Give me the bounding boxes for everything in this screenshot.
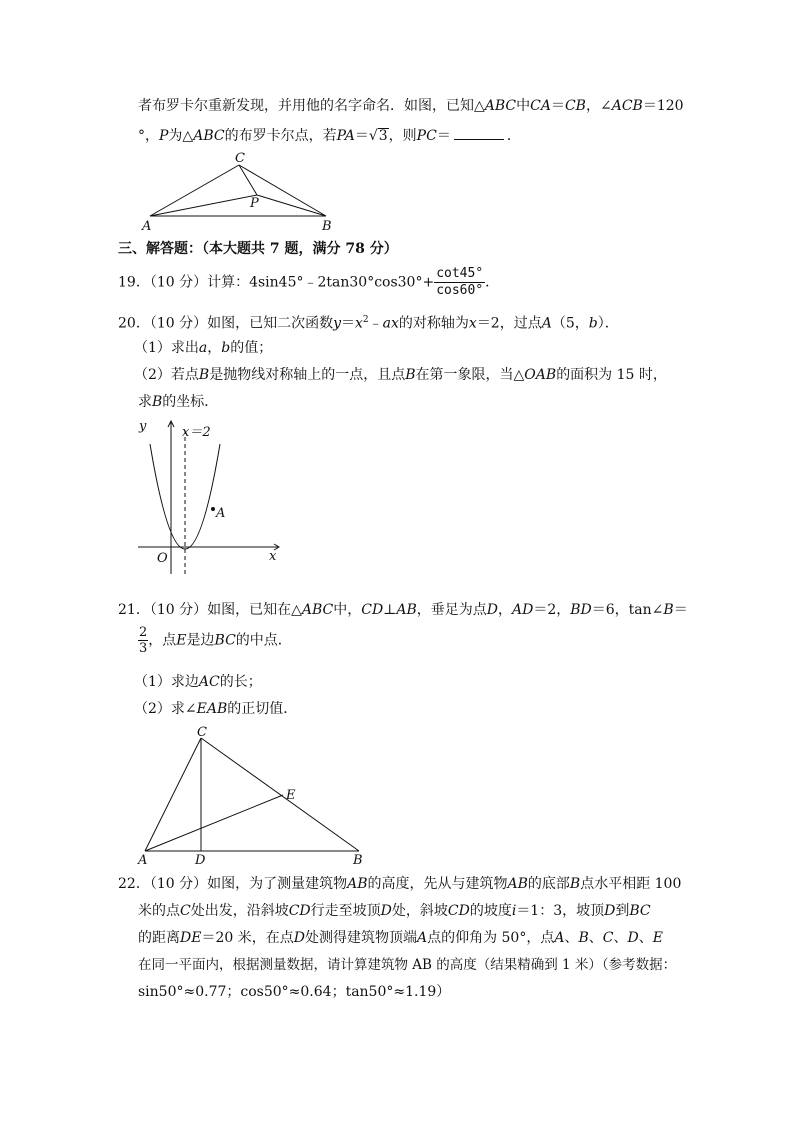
text: 19．（10 分）计算：4sin45°﹣2tan30°cos30°+	[118, 274, 435, 291]
q20-figure	[130, 414, 290, 579]
text: B	[569, 876, 581, 892]
text: 的面积为 15 时，	[556, 367, 667, 383]
text: 、	[588, 930, 603, 946]
text: E	[176, 632, 187, 649]
q19	[118, 266, 499, 306]
text: 处出发，沿斜坡	[190, 903, 289, 919]
text: b	[588, 315, 598, 332]
text: D	[486, 602, 498, 618]
text: ＝	[341, 315, 356, 332]
fraction-numerator: cot45°	[436, 266, 484, 281]
text: 者布罗卡尔重新发现，并用他的名字命名．如图，已知△	[138, 98, 485, 114]
label-x: x	[269, 549, 277, 564]
text: B	[578, 930, 589, 946]
text: AB	[347, 876, 368, 892]
text: ACB	[611, 98, 643, 114]
text: ＝2，	[533, 602, 571, 618]
label-a: A	[138, 853, 148, 867]
text: ＝20 米，在点	[201, 930, 294, 946]
text: CA	[530, 98, 551, 114]
label-c: C	[197, 725, 207, 740]
segment-pc	[239, 165, 257, 195]
text: OAB	[524, 367, 557, 383]
text: A	[554, 930, 565, 946]
text: CD	[447, 903, 470, 919]
text: （1）求出	[134, 340, 199, 356]
text: ，点	[148, 632, 177, 649]
fraction	[138, 625, 148, 656]
q18-line2: °，P为△ABC的布罗卡尔点，若PA＝√3，则PC＝ ．	[138, 128, 521, 144]
text: CB	[564, 98, 586, 114]
text: x	[355, 315, 363, 332]
q20-line1	[118, 311, 619, 333]
text: x	[468, 315, 477, 332]
text: 为△	[168, 128, 194, 144]
section-heading: 三、解答题：（本大题共 7 题，满分 78 分）	[118, 241, 398, 257]
text: C	[602, 930, 614, 946]
text: AB	[396, 602, 417, 618]
side-ac	[150, 165, 239, 216]
text: B	[405, 367, 416, 383]
text: b	[221, 340, 231, 356]
text: 的布罗卡尔点，若	[224, 128, 337, 144]
text: ，	[497, 602, 512, 618]
text: ax	[382, 315, 399, 332]
text: 、	[638, 930, 653, 946]
label-b: B	[353, 853, 363, 867]
q22-line3	[138, 929, 663, 947]
text: 21．（10 分）如图，已知在△	[118, 602, 302, 618]
label-a: A	[142, 219, 152, 234]
text: 2	[362, 315, 369, 325]
text: 处，斜坡	[391, 903, 448, 919]
label-y: y	[139, 419, 147, 434]
text: A	[541, 315, 552, 332]
text: 的坐标．	[162, 394, 219, 410]
text: B	[198, 367, 210, 383]
text: P	[159, 128, 169, 144]
side-ac	[145, 738, 201, 851]
segment-pb	[257, 195, 326, 216]
text: 的高度，先从与建筑物	[367, 876, 508, 892]
text: 点的仰角为 50°，点	[427, 930, 555, 946]
text: 点水平相距 100	[580, 876, 682, 892]
text: ．	[485, 274, 500, 291]
text: ，垂足为点	[416, 602, 487, 618]
text: 是抛物线对称轴上的一点，且点	[209, 367, 406, 383]
text: ⊥	[383, 602, 397, 618]
label-d: D	[195, 853, 206, 867]
text: 20．（10 分）如图，已知二次函数	[118, 315, 334, 332]
text: 是边	[186, 632, 215, 649]
label-e: E	[286, 788, 296, 803]
text: （2）若点	[134, 367, 199, 383]
text: 求	[138, 394, 152, 410]
text: AD	[511, 602, 534, 618]
text: D	[627, 930, 639, 946]
text: BD	[570, 602, 592, 618]
text: ＝6，tan∠	[591, 602, 664, 618]
text: B	[663, 602, 674, 618]
text: CD	[361, 602, 384, 618]
text: i	[511, 903, 517, 919]
text: ）．	[597, 315, 619, 332]
text: ＝	[550, 98, 565, 114]
sqrt-value: 3	[378, 128, 388, 144]
q20-sub1	[134, 339, 272, 357]
text: ABC	[193, 128, 225, 144]
text: 在第一象限，当△	[415, 367, 525, 383]
text: 处测得建筑物顶端	[304, 930, 417, 946]
label-b: B	[322, 219, 332, 234]
q20-sub2	[134, 366, 667, 384]
q18-line1	[138, 97, 684, 115]
q22-line1	[118, 875, 681, 893]
text: （1）求边	[134, 674, 199, 690]
q20-sub3	[138, 393, 218, 411]
side-cb	[201, 738, 359, 851]
text: DE	[180, 930, 202, 946]
text: B	[152, 394, 163, 410]
text: D	[380, 903, 392, 919]
text: （5，	[551, 315, 589, 332]
text: ，∠	[585, 98, 612, 114]
text: ，	[207, 340, 222, 356]
text: 的值；	[230, 340, 273, 356]
text: 米的点	[138, 903, 180, 919]
text: 中，	[333, 602, 362, 618]
text: CD	[288, 903, 311, 919]
label-a: A	[216, 506, 226, 521]
text: 的正切值．	[227, 701, 298, 717]
point-a	[211, 507, 215, 511]
label-origin: O	[157, 551, 168, 566]
q21-sub2	[134, 700, 297, 718]
text: D	[293, 930, 305, 946]
fraction-denominator: cos60°	[436, 283, 484, 298]
label-symmetry-axis: x＝2	[182, 425, 211, 440]
text: 的对称轴为	[398, 315, 469, 332]
text: A	[416, 930, 428, 946]
fraction-numerator: 2	[139, 625, 148, 640]
text: 的坡度	[469, 903, 512, 919]
text: E	[652, 930, 663, 946]
text: ABC	[484, 98, 517, 114]
text: BC	[214, 632, 236, 649]
segment-pa	[150, 195, 257, 216]
segment-ae	[145, 795, 283, 851]
text: 、	[564, 930, 579, 946]
text: ＝	[436, 128, 451, 144]
text: ＝1：3，坡顶	[516, 903, 605, 919]
q21-figure	[135, 722, 375, 867]
text: °，	[138, 128, 159, 144]
text: 的距离	[138, 930, 180, 946]
q18-figure	[140, 150, 340, 235]
text: ＝120	[642, 98, 684, 114]
text: 、	[613, 930, 628, 946]
text: D	[604, 903, 616, 919]
text: EAB	[196, 701, 228, 717]
text: BC	[629, 903, 651, 919]
text: 的底部	[527, 876, 570, 892]
label-p: P	[250, 196, 259, 211]
text: 中	[516, 98, 531, 114]
text: ﹣	[368, 315, 383, 332]
text: 的中点．	[235, 632, 292, 649]
text: ABC	[301, 602, 334, 618]
text: ＝	[673, 602, 688, 618]
text: AC	[198, 674, 220, 690]
text: C	[180, 903, 191, 919]
text: ＝2，过点	[476, 315, 542, 332]
text: 到	[615, 903, 630, 919]
q21-line1	[118, 601, 688, 619]
text: y	[333, 315, 342, 332]
q22-line2	[138, 902, 651, 920]
fraction-denominator: 3	[139, 641, 148, 656]
q21-sub1	[134, 673, 262, 691]
q22-line5: sin50°≈0.77；cos50°≈0.64；tan50°≈1.19）	[138, 984, 451, 1000]
text: a	[198, 340, 208, 356]
text: AB	[507, 876, 528, 892]
text: （2）求∠	[134, 701, 197, 717]
text: ．	[506, 128, 521, 144]
text: 行走至坡顶	[310, 903, 381, 919]
text: PC	[416, 128, 437, 144]
q21-line2	[138, 625, 292, 665]
text: ＝	[354, 128, 369, 144]
text: ，则	[388, 128, 417, 144]
label-c: C	[235, 151, 245, 166]
answer-blank[interactable]	[454, 126, 504, 140]
fraction	[434, 266, 485, 299]
text: 22．（10 分）如图，为了测量建筑物	[118, 876, 348, 892]
text: PA	[336, 128, 355, 144]
q22-line4: 在同一平面内，根据测量数据，请计算建筑物 AB 的高度（结果精确到 1 米）（参考数据：	[138, 957, 677, 973]
text: 的长；	[219, 674, 262, 690]
